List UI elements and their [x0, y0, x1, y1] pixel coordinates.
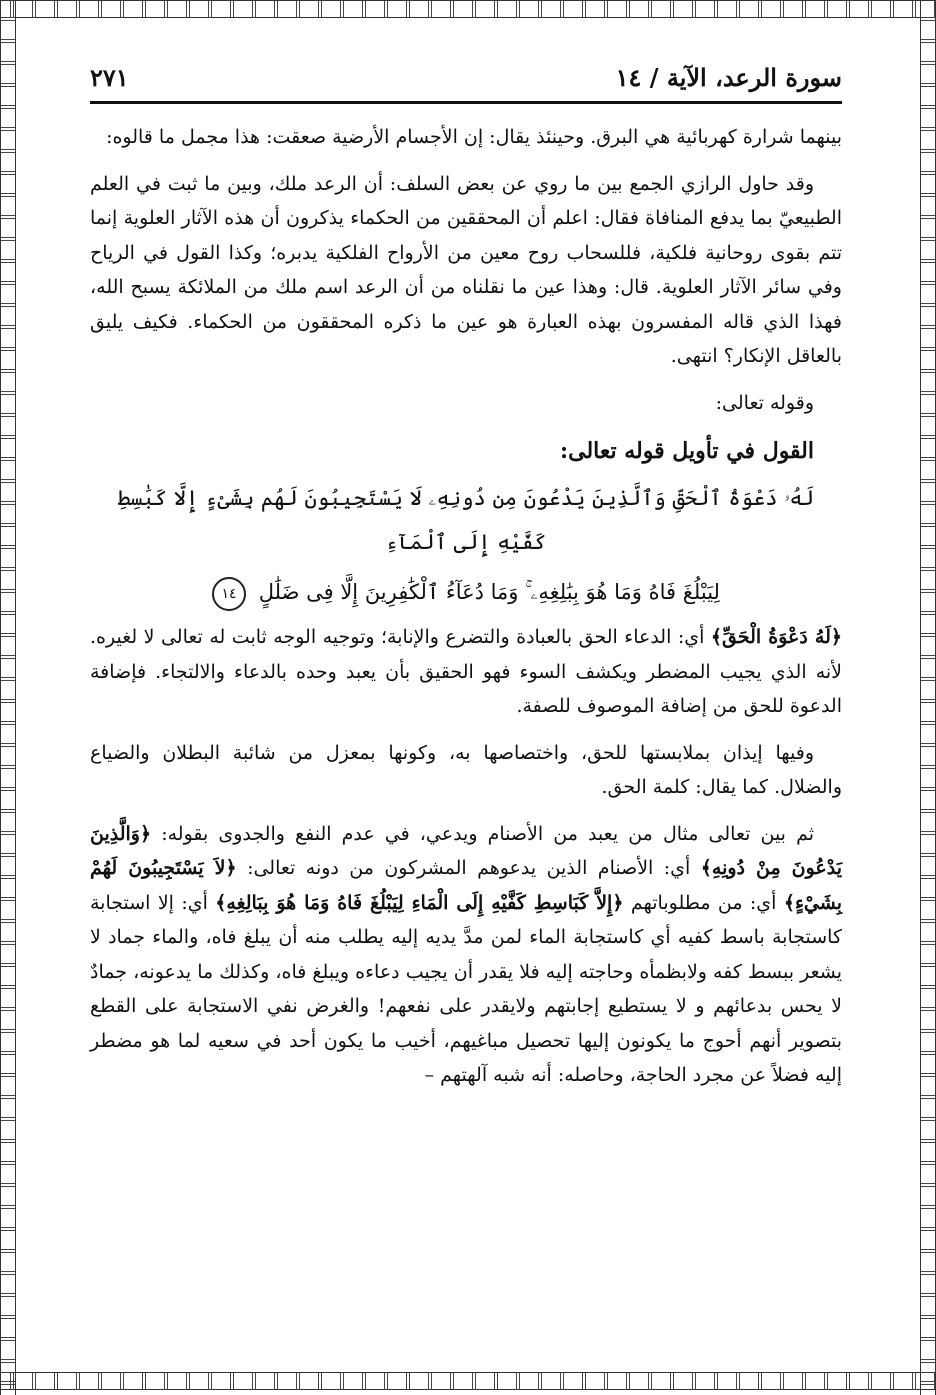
paragraph-text: أي: الأصنام الذين يدعوهم المشركون من دونه تعالى:: [236, 857, 701, 879]
ornamental-border-left: [0, 0, 16, 1395]
running-title: سورة الرعد، الآية / ١٤: [615, 63, 842, 92]
paragraph: [90, 817, 842, 1093]
ornamental-border-right: [920, 0, 936, 1395]
paragraph: وقوله تعالى:: [715, 391, 814, 414]
section-heading: القول في تأويل قوله تعالى:: [560, 438, 814, 464]
verse-text: لِيَبْلُغَ فَاهُ وَمَا هُوَ بِبَٰلِغِهِۦ ۚ وَمَا دُعَآءُ ٱلْكَٰفِرِينَ إِلَّا فِى ضَلَٰلٍ: [258, 580, 720, 604]
verse-quote: ﴿إِلاَّ كَبَاسِطِ كَفَّيْهِ إِلَى الْمَاءِ لِيَبْلُغَ فَاهُ وَمَا هُوَ بِبَالِغِهِ﴾: [215, 891, 624, 914]
page: [90, 55, 842, 1355]
paragraph-text: ثم بين تعالى مثال من يعبد من الأصنام ويدعي، في عدم النفع والجدوى بقوله:: [151, 822, 814, 845]
paragraph-text: أي: من مطلوباتهم: [623, 891, 784, 914]
paragraph: وفيها إيذان بملابستها للحق، واختصاصها به، وكونها بمعزل من شائبة البطلان والضياع والضلال. كما يقال: كلمة الحق.: [90, 741, 842, 798]
quran-verse-line-2: [90, 570, 842, 614]
paragraph: بينهما شرارة كهربائية هي البرق. وحينئذ يقال: إن الأجسام الأرضية صعقت: هذا مجمل ما قالوه:: [106, 126, 842, 148]
ornamental-border-top: [0, 0, 936, 18]
paragraph: وقد حاول الرازي الجمع بين ما روي عن بعض السلف: أن الرعد ملك، وبين ما ثبت في العلم الطبيعيّ بما يدفع المنافاة فقال: اعلم أن المحققين من الحكماء يذكرون أن هذه الآثار العلوية إنما تتم بقوى روحانية فلكية، فللسحاب روح معين من الأرواح الفلكية يدبره؛ وكذا القول في الرياح وفي سائر الآثار العلوية. قال: وهذا عين ما نقلناه من أن الرعد اسم ملك من الملائكة يسبح الله، فهذا الذي قاله المفسرون بهذه العبارة هو عين ما ذكره المحققون من الحكماء. فكيف يليق بالعاقل الإنكار؟ انتهى.: [90, 172, 842, 367]
verse-quote: ﴿لاَ يَسْتَجِيبُونَ لَهُمْ بِشَيْءٍ﴾: [90, 857, 842, 914]
verse-quote: ﴿وَالَّذِينَ يَدْعُونَ مِنْ دُونِهِ﴾: [90, 822, 842, 879]
quran-verse-line-1: لَهُۥ دَعْوَةُ ٱلْحَقِّ وَٱلَّذِينَ يَدْعُونَ مِن دُونِهِۦ لَا يَسْتَجِيبُونَ لَهُم بِشَىْءٍ إِلَّا كَبَٰسِطِ كَفَّيْهِ إِلَى ٱلْمَآءِ: [117, 486, 815, 554]
paragraph: [90, 620, 842, 724]
page-header: [90, 55, 842, 104]
verse-quote: ﴿لَهُ دَعْوَةُ الْحَقِّ﴾: [710, 626, 842, 648]
verse-number-marker: ١٤: [212, 577, 246, 611]
body-text: [90, 120, 842, 1093]
ornamental-border-bottom: [0, 1372, 936, 1390]
paragraph-text: أي: الدعاء الحق بالعبادة والتضرع والإنابة؛ وتوجيه الوجه ثابت له تعالى لا لغيره. لأنه الذي يجيب المضطر ويكشف السوء فهو الحقيق بأن يعبد وحده بالدعاء والالتجاء. فإضافة الدعوة للحق من إضافة الموصوف للصفة.: [90, 626, 842, 717]
paragraph-text: أي: إلا استجابة كاستجابة باسط كفيه أي كاستجابة الماء لمن مدَّ يديه إليه يطلب منه أن يبلغ فاه، والماء جماد لا يشعر ببسط كفه ولابظمأه وحاجته إليه فلا يقدر أن يجيب دعاءه ويبلغ فاه، وكذلك ما يدعونه، جمادٌ لا يحس بدعائهم و لا يستطيع إجابتهم ولايقدر على نفعهم! والغرض نفي الاستجابة على القطع بتصوير أنهم أحوج ما يكونون إليها تحصيل مباغيهم، أخيب ما يكون أحد في سعيه لما هو مضطر إليه فضلاً عن مجرد الحاجة، وحاصله: أنه شبه آلهتهم –: [90, 891, 842, 1086]
page-number: ٢٧١: [90, 63, 129, 92]
